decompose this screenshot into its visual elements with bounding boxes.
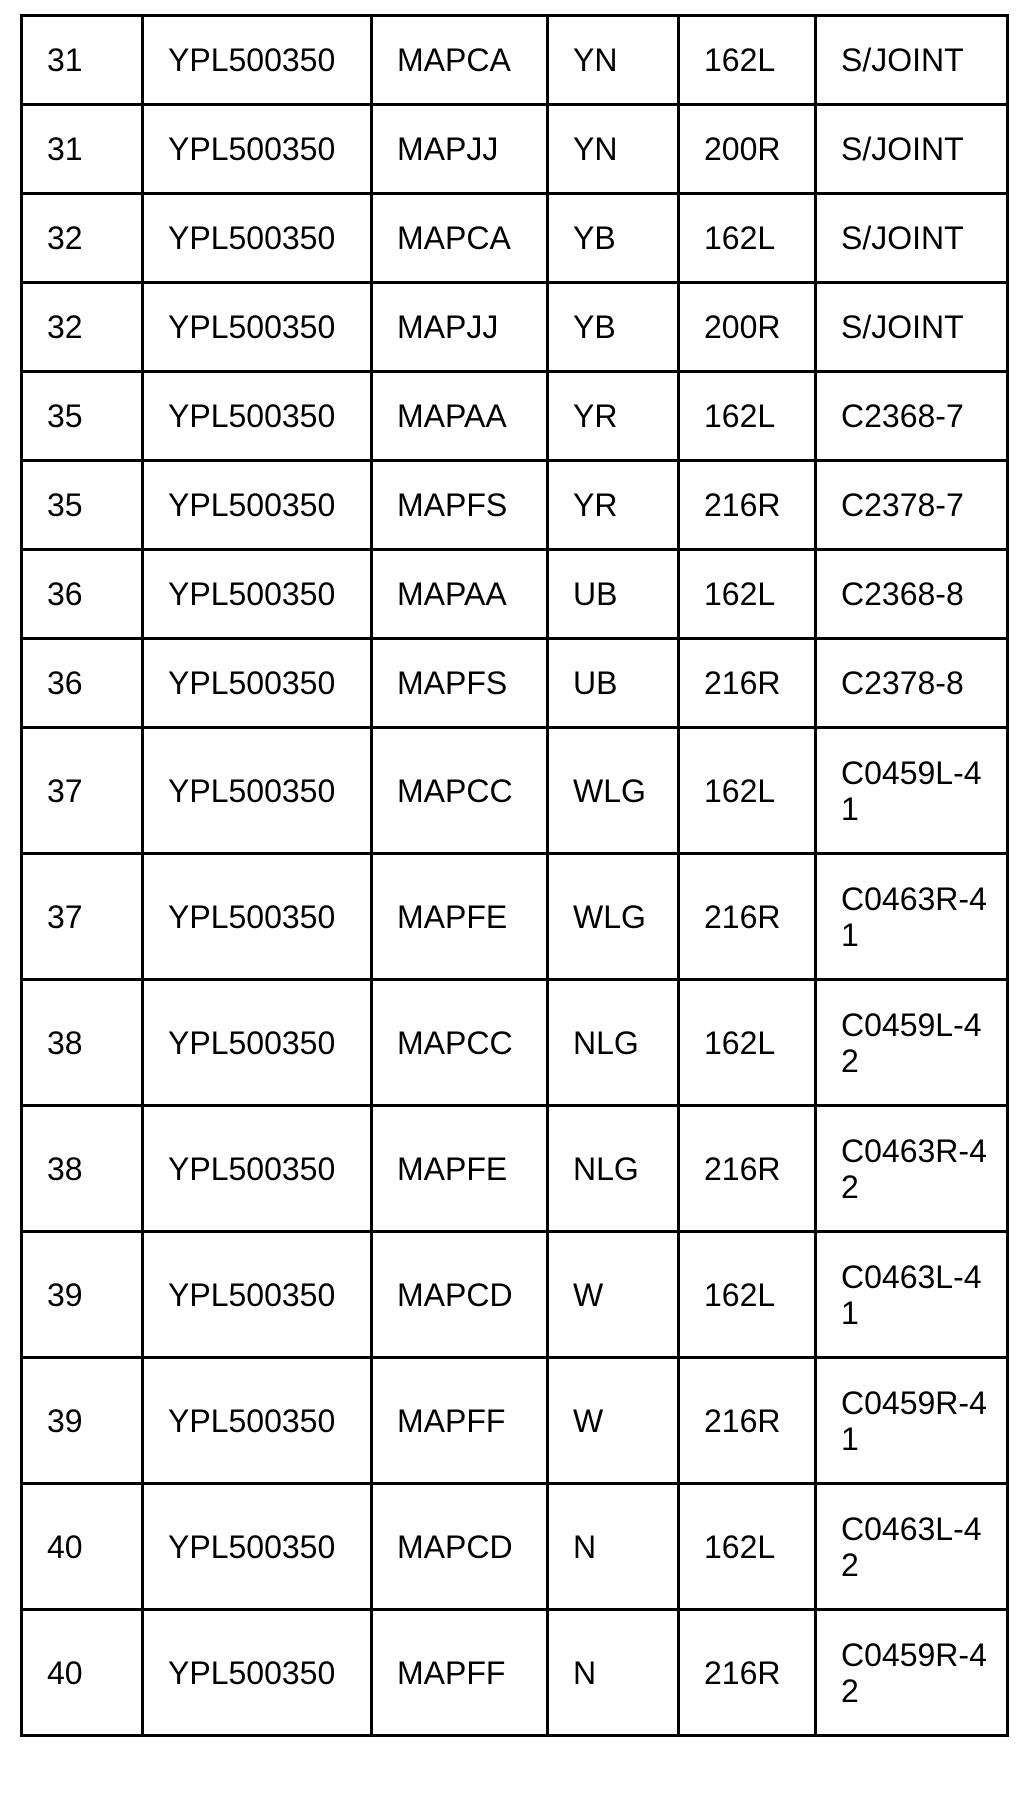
cell-number: 39: [22, 1232, 143, 1358]
cell-circuit: MAPJJ: [372, 283, 548, 372]
cell-connector: S/JOINT: [816, 16, 1008, 105]
cell-color: YR: [548, 461, 679, 550]
cell-color: YB: [548, 194, 679, 283]
parts-table: [20, 14, 1009, 1737]
cell-number: 36: [22, 639, 143, 728]
cell-circuit: MAPFS: [372, 461, 548, 550]
cell-number: 39: [22, 1358, 143, 1484]
cell-circuit: MAPFE: [372, 854, 548, 980]
cell-color: YR: [548, 372, 679, 461]
cell-part-code: YPL500350: [143, 1358, 372, 1484]
cell-number: 38: [22, 1106, 143, 1232]
cell-circuit: MAPCD: [372, 1484, 548, 1610]
cell-position: 216R: [679, 639, 816, 728]
cell-color: W: [548, 1358, 679, 1484]
cell-connector: C0459R-41: [816, 1358, 1008, 1484]
cell-color: NLG: [548, 1106, 679, 1232]
cell-part-code: YPL500350: [143, 194, 372, 283]
table-row: [22, 550, 1008, 639]
table-row: [22, 1484, 1008, 1610]
cell-part-code: YPL500350: [143, 1484, 372, 1610]
cell-connector: C0459R-42: [816, 1610, 1008, 1736]
cell-circuit: MAPFS: [372, 639, 548, 728]
parts-table-body: [22, 16, 1008, 1736]
cell-connector: C2368-8: [816, 550, 1008, 639]
cell-color: WLG: [548, 728, 679, 854]
cell-color: WLG: [548, 854, 679, 980]
cell-number: 40: [22, 1610, 143, 1736]
cell-connector: S/JOINT: [816, 194, 1008, 283]
cell-circuit: MAPAA: [372, 372, 548, 461]
cell-connector: C2378-7: [816, 461, 1008, 550]
cell-number: 31: [22, 105, 143, 194]
cell-part-code: YPL500350: [143, 461, 372, 550]
cell-connector: C0463L-42: [816, 1484, 1008, 1610]
cell-color: YN: [548, 16, 679, 105]
cell-connector: S/JOINT: [816, 283, 1008, 372]
cell-position: 162L: [679, 194, 816, 283]
cell-circuit: MAPFE: [372, 1106, 548, 1232]
cell-circuit: MAPFF: [372, 1358, 548, 1484]
cell-color: YN: [548, 105, 679, 194]
cell-position: 216R: [679, 1610, 816, 1736]
table-row: [22, 1232, 1008, 1358]
cell-connector: S/JOINT: [816, 105, 1008, 194]
cell-number: 35: [22, 461, 143, 550]
cell-circuit: MAPCC: [372, 728, 548, 854]
cell-part-code: YPL500350: [143, 283, 372, 372]
cell-number: 35: [22, 372, 143, 461]
cell-color: W: [548, 1232, 679, 1358]
cell-number: 32: [22, 194, 143, 283]
cell-circuit: MAPJJ: [372, 105, 548, 194]
cell-part-code: YPL500350: [143, 854, 372, 980]
cell-connector: C2368-7: [816, 372, 1008, 461]
cell-connector: C0463L-41: [816, 1232, 1008, 1358]
cell-color: NLG: [548, 980, 679, 1106]
cell-number: 38: [22, 980, 143, 1106]
cell-circuit: MAPFF: [372, 1610, 548, 1736]
table-row: [22, 728, 1008, 854]
cell-number: 31: [22, 16, 143, 105]
cell-connector: C2378-8: [816, 639, 1008, 728]
cell-circuit: MAPCD: [372, 1232, 548, 1358]
cell-position: 162L: [679, 372, 816, 461]
table-row: [22, 372, 1008, 461]
cell-position: 216R: [679, 854, 816, 980]
table-row: [22, 16, 1008, 105]
cell-part-code: YPL500350: [143, 16, 372, 105]
table-row: [22, 854, 1008, 980]
cell-connector: C0459L-42: [816, 980, 1008, 1106]
table-row: [22, 1106, 1008, 1232]
cell-circuit: MAPAA: [372, 550, 548, 639]
cell-position: 162L: [679, 16, 816, 105]
table-row: [22, 283, 1008, 372]
table-row: [22, 194, 1008, 283]
cell-position: 162L: [679, 550, 816, 639]
cell-part-code: YPL500350: [143, 1610, 372, 1736]
cell-part-code: YPL500350: [143, 980, 372, 1106]
cell-color: YB: [548, 283, 679, 372]
cell-part-code: YPL500350: [143, 550, 372, 639]
cell-position: 200R: [679, 283, 816, 372]
cell-part-code: YPL500350: [143, 372, 372, 461]
table-row: [22, 980, 1008, 1106]
cell-connector: C0459L-41: [816, 728, 1008, 854]
cell-number: 36: [22, 550, 143, 639]
cell-connector: C0463R-41: [816, 854, 1008, 980]
cell-number: 37: [22, 854, 143, 980]
cell-circuit: MAPCA: [372, 16, 548, 105]
cell-connector: C0463R-42: [816, 1106, 1008, 1232]
cell-part-code: YPL500350: [143, 105, 372, 194]
cell-part-code: YPL500350: [143, 728, 372, 854]
cell-part-code: YPL500350: [143, 1232, 372, 1358]
cell-circuit: MAPCC: [372, 980, 548, 1106]
table-row: [22, 1610, 1008, 1736]
cell-position: 162L: [679, 1484, 816, 1610]
table-row: [22, 639, 1008, 728]
table-row: [22, 461, 1008, 550]
cell-number: 32: [22, 283, 143, 372]
cell-part-code: YPL500350: [143, 639, 372, 728]
cell-position: 162L: [679, 980, 816, 1106]
cell-color: UB: [548, 639, 679, 728]
cell-color: UB: [548, 550, 679, 639]
cell-circuit: MAPCA: [372, 194, 548, 283]
cell-position: 200R: [679, 105, 816, 194]
table-row: [22, 1358, 1008, 1484]
table-row: [22, 105, 1008, 194]
cell-number: 37: [22, 728, 143, 854]
cell-position: 162L: [679, 1232, 816, 1358]
cell-color: N: [548, 1610, 679, 1736]
cell-position: 216R: [679, 1358, 816, 1484]
cell-position: 162L: [679, 728, 816, 854]
cell-position: 216R: [679, 1106, 816, 1232]
cell-number: 40: [22, 1484, 143, 1610]
cell-color: N: [548, 1484, 679, 1610]
cell-position: 216R: [679, 461, 816, 550]
cell-part-code: YPL500350: [143, 1106, 372, 1232]
